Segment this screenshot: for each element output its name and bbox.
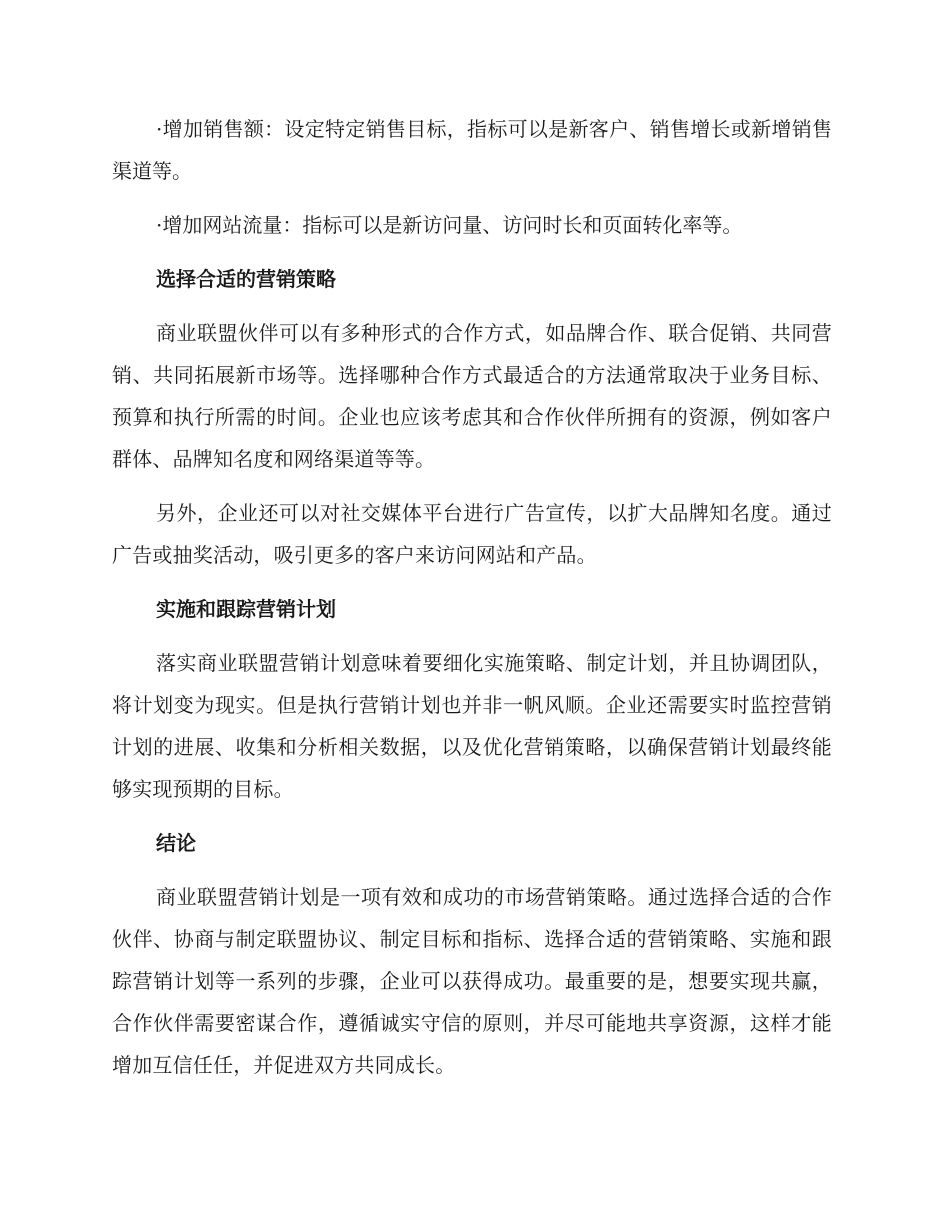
paragraph-conclusion: 商业联盟营销计划是一项有效和成功的市场营销策略。通过选择合适的合作伙伴、协商与制定联盟协议、制定目标和指标、选择合适的营销策略、实施和跟踪营销计划等一系列的步骤，企业可以获得成功。最重要的是，想要实现共赢，合作伙伴需要密谋合作，遵循诚实守信的原则，并尽可能地共享资源，这样才能增加互信任任，并促进双方共同成长。 [112,885,832,1077]
heading-conclusion: 结论 [156,831,196,855]
heading-implement: 实施和跟踪营销计划 [156,597,336,621]
paragraph-strategy-1: 商业联盟伙伴可以有多种形式的合作方式，如品牌合作、联合促销、共同营销、共同拓展新市场等。选择哪种合作方式最适合的方法通常取决于业务目标、预算和执行所需的时间。企业也应该考虑其和合作伙伴所拥有的资源，例如客户群体、品牌知名度和网络渠道等等。 [112,321,832,471]
paragraph-strategy-2: 另外，企业还可以对社交媒体平台进行广告宣传，以扩大品牌知名度。通过广告或抽奖活动，吸引更多的客户来访问网站和产品。 [112,501,832,567]
document-page [112,108,832,1098]
bullet-traffic: ·增加网站流量：指标可以是新访问量、访问时长和页面转化率等。 [156,213,743,237]
paragraph-implement: 落实商业联盟营销计划意味着要细化实施策略、制定计划，并且协调团队，将计划变为现实。但是执行营销计划也并非一帆风顺。企业还需要实时监控营销计划的进展、收集和分析相关数据，以及优化营销策略，以确保营销计划最终能够实现预期的目标。 [112,651,832,801]
heading-strategy: 选择合适的营销策略 [156,267,336,291]
bullet-sales: ·增加销售额：设定特定销售目标，指标可以是新客户、销售增长或新增销售渠道等。 [112,117,832,183]
